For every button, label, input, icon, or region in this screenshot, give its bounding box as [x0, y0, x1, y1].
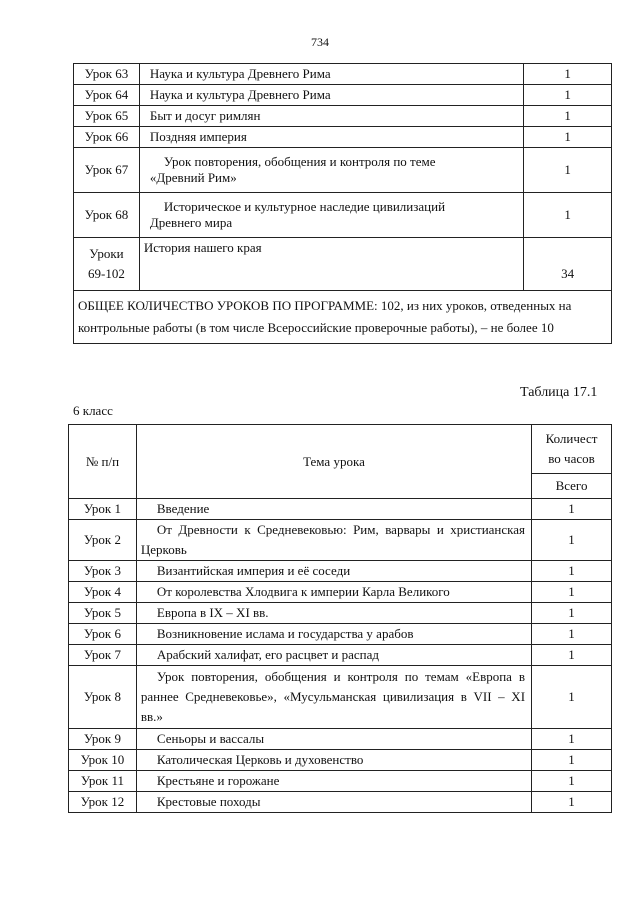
lesson-cell [74, 238, 140, 291]
hours-cell: 1 [532, 792, 612, 813]
lesson-cell: Урок 67 [74, 148, 140, 193]
column-header-topic: Тема урока [136, 425, 531, 499]
table-row [74, 148, 612, 193]
table-header-row [69, 425, 612, 474]
lesson-cell: Урок 11 [69, 771, 137, 792]
hours-cell: 1 [524, 127, 612, 148]
table-row [74, 193, 612, 238]
table-caption: Таблица 17.1 [520, 385, 598, 400]
topic-cell: Введение [136, 499, 531, 520]
topic-cell [139, 193, 523, 238]
hours-cell: 1 [524, 148, 612, 193]
hours-cell: 1 [532, 603, 612, 624]
topic-cell: История нашего края [139, 238, 523, 291]
table-row [74, 291, 612, 344]
lesson-cell: Урок 66 [74, 127, 140, 148]
table-row [69, 624, 612, 645]
lesson-cell: Урок 8 [69, 666, 137, 729]
hours-cell: 1 [532, 624, 612, 645]
column-header-total: Всего [532, 474, 612, 499]
topic-cell: От королевства Хлодвига к империи Карла Великого [136, 582, 531, 603]
grade-label: 6 класс [73, 403, 113, 418]
table-row [74, 238, 612, 291]
hours-cell: 1 [532, 750, 612, 771]
topic-line: Древнего мира [149, 215, 233, 230]
table-row [69, 582, 612, 603]
table-row [74, 85, 612, 106]
hours-cell: 1 [524, 64, 612, 85]
lesson-line: 69-102 [88, 266, 125, 281]
hours-cell: 1 [524, 85, 612, 106]
table-row [69, 771, 612, 792]
topic-cell [139, 148, 523, 193]
hours-cell: 1 [532, 582, 612, 603]
lesson-cell: Урок 63 [74, 64, 140, 85]
topic-line: Урок повторения, обобщения и контроля по теме [163, 154, 436, 169]
topic-cell: Сеньоры и вассалы [136, 729, 531, 750]
table-row [74, 127, 612, 148]
lesson-line: Уроки [89, 246, 124, 261]
hours-cell: 1 [532, 666, 612, 729]
table-row [69, 561, 612, 582]
total-lessons-note: ОБЩЕЕ КОЛИЧЕСТВО УРОКОВ ПО ПРОГРАММЕ: 102, из них уроков, отведенных на контрольные работы (в том числе Всероссийские проверочные работы), – не более 10 [74, 291, 612, 344]
table-row [69, 792, 612, 813]
hours-cell: 34 [524, 238, 612, 291]
table-row [69, 666, 612, 729]
topic-cell: Крестьяне и горожане [136, 771, 531, 792]
hours-cell: 1 [532, 645, 612, 666]
lesson-cell: Урок 64 [74, 85, 140, 106]
table-row [69, 499, 612, 520]
topic-cell: Поздняя империя [139, 127, 523, 148]
table-row [69, 645, 612, 666]
lesson-cell: Урок 5 [69, 603, 137, 624]
topic-cell: Крестовые походы [136, 792, 531, 813]
table-row [74, 64, 612, 85]
hours-cell: 1 [524, 106, 612, 127]
hours-cell: 1 [532, 561, 612, 582]
lesson-cell: Урок 6 [69, 624, 137, 645]
topic-cell: Наука и культура Древнего Рима [139, 64, 523, 85]
topic-cell: Европа в IX – XI вв. [136, 603, 531, 624]
hours-cell: 1 [524, 193, 612, 238]
topic-cell: Византийская империя и её соседи [136, 561, 531, 582]
hours-cell: 1 [532, 771, 612, 792]
topic-cell: Урок повторения, обобщения и контроля по темам «Европа в раннее Средневековье», «Мусульманская цивилизация в VII – XI вв.» [136, 666, 531, 729]
header-line: во часов [548, 451, 595, 466]
column-header-number: № п/п [69, 425, 137, 499]
topic-cell: Быт и досуг римлян [139, 106, 523, 127]
topic-cell: Арабский халифат, его расцвет и распад [136, 645, 531, 666]
page-number: 734 [311, 35, 329, 49]
lesson-cell: Урок 10 [69, 750, 137, 771]
topic-line: Историческое и культурное наследие цивилизаций [163, 199, 446, 214]
lesson-cell: Урок 7 [69, 645, 137, 666]
grade6-lessons-table [68, 424, 612, 813]
lesson-cell: Урок 2 [69, 520, 137, 561]
lesson-cell: Урок 68 [74, 193, 140, 238]
lessons-table-continued [73, 63, 612, 344]
header-line: Количест [545, 431, 598, 446]
lesson-cell: Урок 1 [69, 499, 137, 520]
table-row [74, 106, 612, 127]
lesson-cell: Урок 3 [69, 561, 137, 582]
lesson-cell: Урок 4 [69, 582, 137, 603]
topic-line: «Древний Рим» [149, 170, 237, 185]
topic-cell: Наука и культура Древнего Рима [139, 85, 523, 106]
table-row [69, 520, 612, 561]
lesson-cell: Урок 65 [74, 106, 140, 127]
table-row [69, 750, 612, 771]
table-row [69, 729, 612, 750]
column-header-hours [532, 425, 612, 474]
table-row [69, 603, 612, 624]
topic-cell: Возникновение ислама и государства у арабов [136, 624, 531, 645]
topic-cell: От Древности к Средневековью: Рим, варвары и христианская Церковь [136, 520, 531, 561]
lesson-cell: Урок 9 [69, 729, 137, 750]
hours-cell: 1 [532, 520, 612, 561]
topic-cell: Католическая Церковь и духовенство [136, 750, 531, 771]
hours-cell: 1 [532, 499, 612, 520]
lesson-cell: Урок 12 [69, 792, 137, 813]
hours-cell: 1 [532, 729, 612, 750]
